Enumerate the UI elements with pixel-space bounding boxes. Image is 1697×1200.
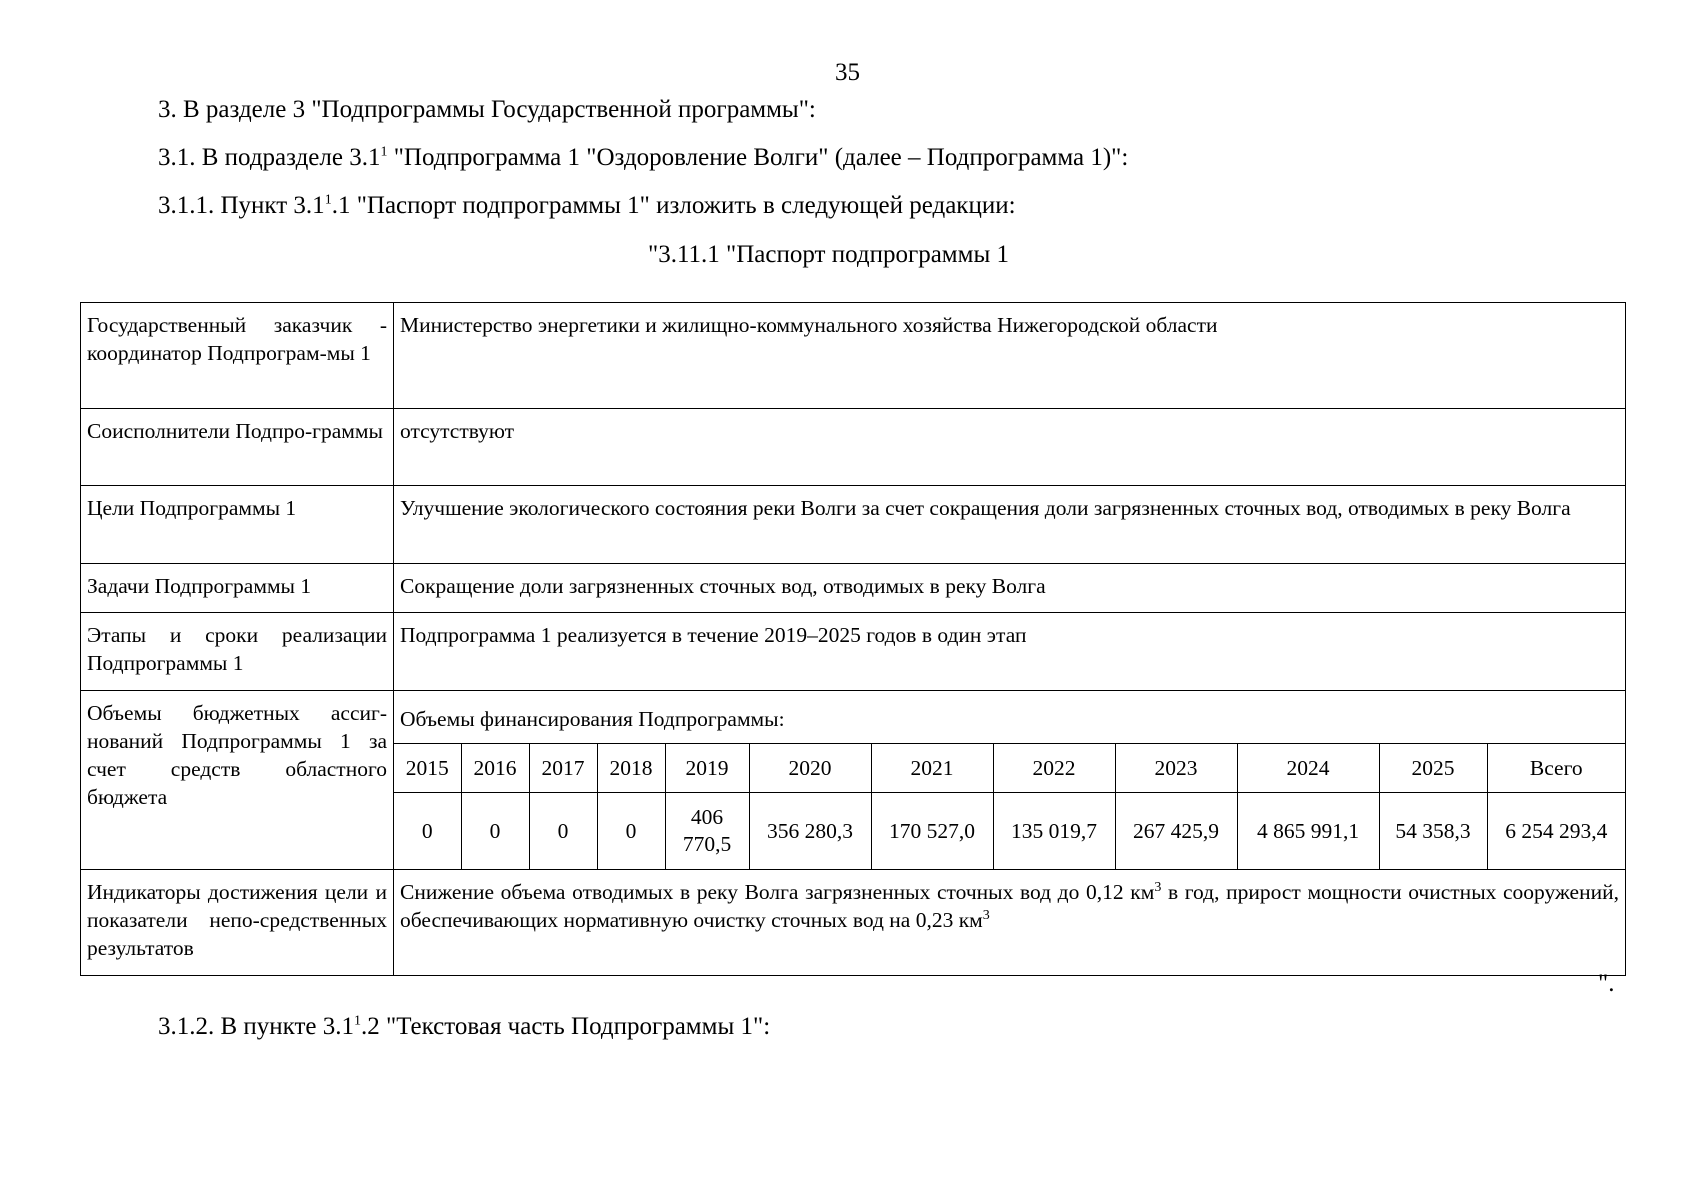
year-cell: 2019 (665, 744, 749, 793)
year-cell: 2021 (871, 744, 993, 793)
amount-cell: 267 425,9 (1115, 793, 1237, 870)
table-row (81, 691, 1626, 870)
year-cell: 2016 (461, 744, 529, 793)
row-label-stages: Этапы и сроки реализации Подпрограммы 1 (81, 613, 394, 691)
amount-cell: 170 527,0 (871, 793, 993, 870)
row-label-customer: Государственный заказчик - координатор Подпрограм-мы 1 (81, 303, 394, 409)
superscript: 1 (380, 144, 388, 160)
page-number: 35 (835, 59, 860, 86)
amount-cell: 0 (597, 793, 665, 870)
year-cell: 2017 (529, 744, 597, 793)
table-row (81, 613, 1626, 691)
paragraph-3-1-2 (158, 1012, 770, 1042)
paragraph-3-1-text-end: "Подпрограмма 1 "Оздоровление Волги" (далее – Подпрограмма 1)": (387, 144, 1129, 171)
year-cell: 2024 (1237, 744, 1379, 793)
amount-cell: 4 865 991,1 (1237, 793, 1379, 870)
closing-quote-mark: ". (1598, 970, 1615, 997)
row-label-tasks: Задачи Подпрограммы 1 (81, 564, 394, 613)
table-row (81, 409, 1626, 486)
amount-cell: 0 (529, 793, 597, 870)
year-cell: 2018 (597, 744, 665, 793)
superscript: 1 (354, 1013, 362, 1029)
budget-title: Объемы финансирования Подпрограммы: (400, 707, 785, 731)
superscript: 3 (1154, 879, 1162, 895)
table-row (81, 870, 1626, 976)
row-value-coexecutors: отсутствуют (394, 409, 1626, 486)
paragraph-3-1-text: 3.1. В подразделе 3.1 (158, 144, 381, 171)
row-label-indicators: Индикаторы достижения цели и показатели непо-средственных результатов (81, 870, 394, 976)
paragraph-3-1-2-text-end: .2 "Текстовая часть Подпрограммы 1": (361, 1013, 771, 1040)
indicators-text-cont: в год, прирост мощности очистных сооружений, обеспечивающих нормативную очистку сточных вод на 0,23 км (400, 880, 1619, 932)
amount-cell: 0 (461, 793, 529, 870)
paragraph-3: 3. В разделе 3 "Подпрограммы Государственной программы": (158, 96, 816, 123)
year-cell: 2023 (1115, 744, 1237, 793)
row-label-coexecutors: Соисполнители Подпро-граммы (81, 409, 394, 486)
total-header-cell: Всего (1487, 744, 1625, 793)
table-title: "3.11.1 "Паспорт подпрограммы 1 (648, 241, 1009, 268)
row-label-budget: Объемы бюджетных ассиг-нований Подпрограммы 1 за счет средств областного бюджета (81, 691, 394, 870)
amount-cell: 54 358,3 (1379, 793, 1487, 870)
row-value-customer: Министерство энергетики и жилищно-коммунального хозяйства Нижегородской области (394, 303, 1626, 409)
financing-amounts-row (394, 793, 1625, 870)
paragraph-3-1-2-text: 3.1.2. В пункте 3.1 (158, 1013, 355, 1040)
financing-table (394, 743, 1625, 869)
row-value-stages: Подпрограмма 1 реализуется в течение 2019–2025 годов в один этап (394, 613, 1626, 691)
total-amount-cell: 6 254 293,4 (1487, 793, 1625, 870)
amount-cell: 0 (394, 793, 461, 870)
year-cell: 2025 (1379, 744, 1487, 793)
row-value-budget (394, 691, 1626, 870)
row-value-tasks: Сокращение доли загрязненных сточных вод, отводимых в реку Волга (394, 564, 1626, 613)
row-value-goals: Улучшение экологического состояния реки Волги за счет сокращения доли загрязненных сточных вод, отводимых в реку Волга (394, 486, 1626, 564)
year-cell: 2015 (394, 744, 461, 793)
indicators-text: Снижение объема отводимых в реку Волга загрязненных сточных вод до 0,12 км (400, 880, 1155, 904)
amount-cell: 356 280,3 (749, 793, 871, 870)
paragraph-3-1-1-text-end: .1 "Паспорт подпрограммы 1" изложить в следующей редакции: (331, 192, 1016, 219)
financing-years-row (394, 744, 1625, 793)
row-label-goals: Цели Подпрограммы 1 (81, 486, 394, 564)
row-value-indicators (394, 870, 1626, 976)
superscript: 1 (324, 192, 332, 208)
paragraph-3-1-1 (158, 191, 1016, 221)
paragraph-3-1 (158, 143, 1128, 173)
year-cell: 2022 (993, 744, 1115, 793)
table-row (81, 564, 1626, 613)
paragraph-3-1-1-text: 3.1.1. Пункт 3.1 (158, 192, 325, 219)
superscript: 3 (982, 907, 990, 923)
passport-table (80, 302, 1626, 976)
amount-cell: 135 019,7 (993, 793, 1115, 870)
year-cell: 2020 (749, 744, 871, 793)
table-row (81, 486, 1626, 564)
amount-cell: 406 770,5 (665, 793, 749, 870)
table-row (81, 303, 1626, 409)
